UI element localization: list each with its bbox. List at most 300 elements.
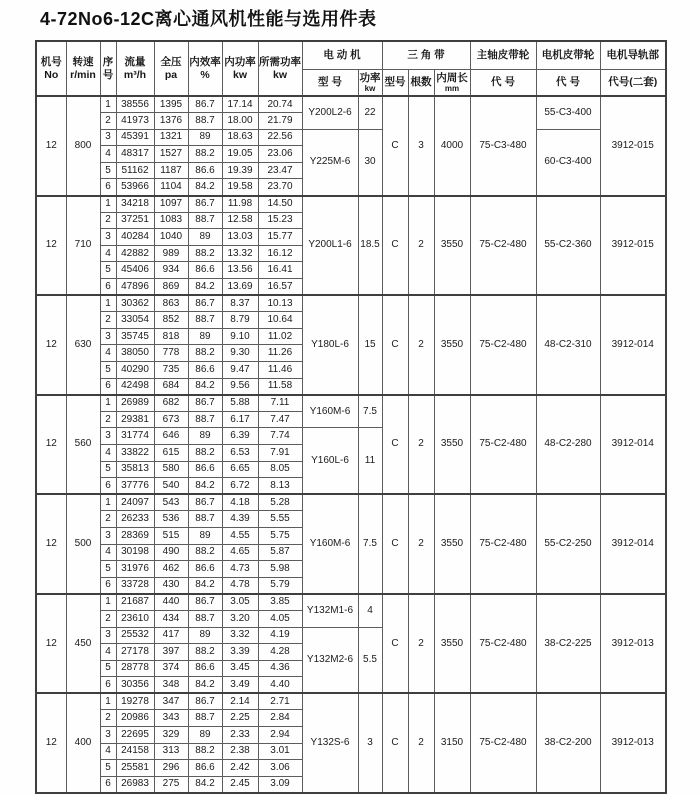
motor-pulley-code: 55-C3-400 bbox=[536, 96, 600, 129]
required-power: 7.47 bbox=[258, 411, 302, 428]
belt-model: C bbox=[382, 693, 408, 793]
speed: 630 bbox=[66, 295, 100, 395]
col-header: 电 动 机 bbox=[302, 41, 382, 69]
efficiency: 88.2 bbox=[188, 345, 222, 362]
internal-power: 4.65 bbox=[222, 544, 258, 561]
pressure: 417 bbox=[154, 627, 188, 644]
motor-model: Y132M1-6 bbox=[302, 594, 358, 627]
pressure: 462 bbox=[154, 561, 188, 578]
col-header: 全压 pa bbox=[154, 41, 188, 96]
pressure: 275 bbox=[154, 776, 188, 793]
table-row bbox=[36, 196, 666, 213]
machine-no: 12 bbox=[36, 494, 66, 594]
speed: 800 bbox=[66, 96, 100, 196]
seq: 6 bbox=[100, 677, 116, 694]
required-power: 3.09 bbox=[258, 776, 302, 793]
efficiency: 86.7 bbox=[188, 494, 222, 511]
table-row bbox=[36, 395, 666, 412]
table-row bbox=[36, 295, 666, 312]
internal-power: 4.73 bbox=[222, 561, 258, 578]
required-power: 16.57 bbox=[258, 279, 302, 296]
flow: 47896 bbox=[116, 279, 154, 296]
internal-power: 5.88 bbox=[222, 395, 258, 412]
motor-power: 22 bbox=[358, 96, 382, 129]
belt-inner-length: 3550 bbox=[434, 295, 470, 395]
required-power: 7.74 bbox=[258, 428, 302, 445]
efficiency: 84.2 bbox=[188, 279, 222, 296]
seq: 3 bbox=[100, 428, 116, 445]
flow: 31976 bbox=[116, 561, 154, 578]
efficiency: 84.2 bbox=[188, 179, 222, 196]
pressure: 1040 bbox=[154, 229, 188, 246]
pressure: 684 bbox=[154, 378, 188, 395]
motor-model: Y160M-6 bbox=[302, 395, 358, 428]
pressure: 515 bbox=[154, 527, 188, 544]
pressure: 1104 bbox=[154, 179, 188, 196]
flow: 37776 bbox=[116, 478, 154, 495]
required-power: 23.06 bbox=[258, 146, 302, 163]
internal-power: 19.39 bbox=[222, 162, 258, 179]
internal-power: 3.32 bbox=[222, 627, 258, 644]
shaft-pulley-code: 75-C2-480 bbox=[470, 693, 536, 793]
pressure: 490 bbox=[154, 544, 188, 561]
motor-rail-code: 3912-015 bbox=[600, 96, 666, 196]
required-power: 2.84 bbox=[258, 710, 302, 727]
required-power: 3.06 bbox=[258, 760, 302, 777]
required-power: 2.71 bbox=[258, 693, 302, 710]
pressure: 735 bbox=[154, 362, 188, 379]
motor-model: Y180L-6 bbox=[302, 295, 358, 395]
machine-no: 12 bbox=[36, 693, 66, 793]
pressure: 1083 bbox=[154, 212, 188, 229]
efficiency: 86.7 bbox=[188, 96, 222, 113]
machine-no: 12 bbox=[36, 196, 66, 296]
seq: 2 bbox=[100, 113, 116, 130]
efficiency: 88.2 bbox=[188, 644, 222, 661]
seq: 5 bbox=[100, 660, 116, 677]
col-header: 主轴皮带轮 bbox=[470, 41, 536, 69]
internal-power: 11.98 bbox=[222, 196, 258, 213]
seq: 4 bbox=[100, 444, 116, 461]
internal-power: 9.56 bbox=[222, 378, 258, 395]
efficiency: 89 bbox=[188, 527, 222, 544]
machine-no: 12 bbox=[36, 594, 66, 694]
motor-rail-code: 3912-014 bbox=[600, 295, 666, 395]
motor-power: 7.5 bbox=[358, 395, 382, 428]
internal-power: 19.58 bbox=[222, 179, 258, 196]
efficiency: 88.7 bbox=[188, 411, 222, 428]
pressure: 673 bbox=[154, 411, 188, 428]
seq: 3 bbox=[100, 129, 116, 146]
efficiency: 86.6 bbox=[188, 162, 222, 179]
pressure: 348 bbox=[154, 677, 188, 694]
pressure: 869 bbox=[154, 279, 188, 296]
flow: 22695 bbox=[116, 727, 154, 744]
belt-count: 2 bbox=[408, 295, 434, 395]
flow: 34218 bbox=[116, 196, 154, 213]
internal-power: 6.72 bbox=[222, 478, 258, 495]
motor-power: 5.5 bbox=[358, 627, 382, 693]
pressure: 682 bbox=[154, 395, 188, 412]
required-power: 22.56 bbox=[258, 129, 302, 146]
table-row bbox=[36, 129, 666, 146]
pressure: 818 bbox=[154, 328, 188, 345]
flow: 28778 bbox=[116, 660, 154, 677]
seq: 6 bbox=[100, 776, 116, 793]
flow: 31774 bbox=[116, 428, 154, 445]
required-power: 5.28 bbox=[258, 494, 302, 511]
pressure: 1097 bbox=[154, 196, 188, 213]
pressure: 1527 bbox=[154, 146, 188, 163]
motor-pulley-code: 48-C2-310 bbox=[536, 295, 600, 395]
required-power: 20.74 bbox=[258, 96, 302, 113]
flow: 21687 bbox=[116, 594, 154, 611]
col-header: 流量 m³/h bbox=[116, 41, 154, 96]
required-power: 21.79 bbox=[258, 113, 302, 130]
required-power: 4.40 bbox=[258, 677, 302, 694]
required-power: 8.13 bbox=[258, 478, 302, 495]
seq: 6 bbox=[100, 179, 116, 196]
col-header: 机号 No bbox=[36, 41, 66, 96]
belt-inner-length: 3550 bbox=[434, 196, 470, 296]
internal-power: 2.45 bbox=[222, 776, 258, 793]
flow: 30356 bbox=[116, 677, 154, 694]
col-header: 代号(二套) bbox=[600, 69, 666, 96]
flow: 35813 bbox=[116, 461, 154, 478]
flow: 45406 bbox=[116, 262, 154, 279]
motor-rail-code: 3912-014 bbox=[600, 494, 666, 594]
pressure: 778 bbox=[154, 345, 188, 362]
internal-power: 3.45 bbox=[222, 660, 258, 677]
col-header: 三 角 带 bbox=[382, 41, 470, 69]
col-header: 内周长 mm bbox=[434, 69, 470, 96]
seq: 5 bbox=[100, 561, 116, 578]
seq: 4 bbox=[100, 544, 116, 561]
flow: 25581 bbox=[116, 760, 154, 777]
table-body bbox=[36, 96, 666, 793]
seq: 5 bbox=[100, 362, 116, 379]
required-power: 16.41 bbox=[258, 262, 302, 279]
col-header: 序 号 bbox=[100, 41, 116, 96]
motor-power: 4 bbox=[358, 594, 382, 627]
flow: 45391 bbox=[116, 129, 154, 146]
required-power: 23.70 bbox=[258, 179, 302, 196]
motor-pulley-code: 38-C2-225 bbox=[536, 594, 600, 694]
internal-power: 3.39 bbox=[222, 644, 258, 661]
belt-inner-length: 3550 bbox=[434, 494, 470, 594]
motor-model: Y160M-6 bbox=[302, 494, 358, 594]
flow: 26983 bbox=[116, 776, 154, 793]
efficiency: 86.6 bbox=[188, 561, 222, 578]
required-power: 23.47 bbox=[258, 162, 302, 179]
belt-model: C bbox=[382, 96, 408, 196]
seq: 1 bbox=[100, 594, 116, 611]
belt-count: 2 bbox=[408, 693, 434, 793]
pressure: 1321 bbox=[154, 129, 188, 146]
required-power: 11.58 bbox=[258, 378, 302, 395]
motor-power: 30 bbox=[358, 129, 382, 195]
internal-power: 13.69 bbox=[222, 279, 258, 296]
internal-power: 6.39 bbox=[222, 428, 258, 445]
efficiency: 84.2 bbox=[188, 677, 222, 694]
flow: 30198 bbox=[116, 544, 154, 561]
flow: 51162 bbox=[116, 162, 154, 179]
belt-count: 2 bbox=[408, 494, 434, 594]
pressure: 347 bbox=[154, 693, 188, 710]
internal-power: 12.58 bbox=[222, 212, 258, 229]
col-header: 代 号 bbox=[470, 69, 536, 96]
flow: 42498 bbox=[116, 378, 154, 395]
flow: 38050 bbox=[116, 345, 154, 362]
required-power: 2.94 bbox=[258, 727, 302, 744]
belt-model: C bbox=[382, 494, 408, 594]
seq: 3 bbox=[100, 627, 116, 644]
motor-rail-code: 3912-013 bbox=[600, 693, 666, 793]
belt-count: 3 bbox=[408, 96, 434, 196]
col-header: 电机皮带轮 bbox=[536, 41, 600, 69]
efficiency: 88.2 bbox=[188, 146, 222, 163]
col-header: 电机导轨部 bbox=[600, 41, 666, 69]
col-header: 代 号 bbox=[536, 69, 600, 96]
efficiency: 84.2 bbox=[188, 577, 222, 594]
efficiency: 86.6 bbox=[188, 760, 222, 777]
efficiency: 86.6 bbox=[188, 461, 222, 478]
motor-pulley-code: 48-C2-280 bbox=[536, 395, 600, 495]
table-row bbox=[36, 96, 666, 113]
pressure: 440 bbox=[154, 594, 188, 611]
efficiency: 89 bbox=[188, 129, 222, 146]
flow: 26989 bbox=[116, 395, 154, 412]
internal-power: 8.79 bbox=[222, 312, 258, 329]
motor-power: 15 bbox=[358, 295, 382, 395]
internal-power: 6.17 bbox=[222, 411, 258, 428]
efficiency: 89 bbox=[188, 428, 222, 445]
flow: 42882 bbox=[116, 245, 154, 262]
col-header: 内功率 kw bbox=[222, 41, 258, 96]
internal-power: 19.05 bbox=[222, 146, 258, 163]
belt-inner-length: 3550 bbox=[434, 594, 470, 694]
seq: 4 bbox=[100, 743, 116, 760]
efficiency: 88.7 bbox=[188, 610, 222, 627]
motor-pulley-code: 55-C2-250 bbox=[536, 494, 600, 594]
shaft-pulley-code: 75-C2-480 bbox=[470, 295, 536, 395]
motor-model: Y160L-6 bbox=[302, 428, 358, 494]
required-power: 11.46 bbox=[258, 362, 302, 379]
motor-pulley-code: 38-C2-200 bbox=[536, 693, 600, 793]
flow: 40284 bbox=[116, 229, 154, 246]
shaft-pulley-code: 75-C3-480 bbox=[470, 96, 536, 196]
seq: 5 bbox=[100, 262, 116, 279]
internal-power: 2.42 bbox=[222, 760, 258, 777]
efficiency: 86.7 bbox=[188, 594, 222, 611]
internal-power: 9.30 bbox=[222, 345, 258, 362]
required-power: 10.13 bbox=[258, 295, 302, 312]
internal-power: 13.56 bbox=[222, 262, 258, 279]
col-header: 功率 kw bbox=[358, 69, 382, 96]
required-power: 4.28 bbox=[258, 644, 302, 661]
seq: 4 bbox=[100, 644, 116, 661]
efficiency: 88.7 bbox=[188, 511, 222, 528]
seq: 6 bbox=[100, 279, 116, 296]
flow: 26233 bbox=[116, 511, 154, 528]
table-header bbox=[36, 41, 666, 96]
internal-power: 4.55 bbox=[222, 527, 258, 544]
seq: 3 bbox=[100, 229, 116, 246]
pressure: 374 bbox=[154, 660, 188, 677]
required-power: 10.64 bbox=[258, 312, 302, 329]
efficiency: 88.2 bbox=[188, 444, 222, 461]
efficiency: 88.7 bbox=[188, 212, 222, 229]
speed: 400 bbox=[66, 693, 100, 793]
seq: 2 bbox=[100, 212, 116, 229]
efficiency: 86.6 bbox=[188, 262, 222, 279]
pressure: 543 bbox=[154, 494, 188, 511]
efficiency: 86.7 bbox=[188, 295, 222, 312]
seq: 1 bbox=[100, 395, 116, 412]
belt-inner-length: 3550 bbox=[434, 395, 470, 495]
required-power: 4.19 bbox=[258, 627, 302, 644]
required-power: 5.55 bbox=[258, 511, 302, 528]
required-power: 16.12 bbox=[258, 245, 302, 262]
flow: 30362 bbox=[116, 295, 154, 312]
seq: 2 bbox=[100, 411, 116, 428]
motor-power: 7.5 bbox=[358, 494, 382, 594]
required-power: 3.85 bbox=[258, 594, 302, 611]
pressure: 1187 bbox=[154, 162, 188, 179]
machine-no: 12 bbox=[36, 96, 66, 196]
internal-power: 2.38 bbox=[222, 743, 258, 760]
belt-model: C bbox=[382, 196, 408, 296]
motor-model: Y132S-6 bbox=[302, 693, 358, 793]
flow: 40290 bbox=[116, 362, 154, 379]
internal-power: 18.63 bbox=[222, 129, 258, 146]
speed: 710 bbox=[66, 196, 100, 296]
internal-power: 3.05 bbox=[222, 594, 258, 611]
flow: 37251 bbox=[116, 212, 154, 229]
required-power: 8.05 bbox=[258, 461, 302, 478]
internal-power: 13.32 bbox=[222, 245, 258, 262]
seq: 3 bbox=[100, 727, 116, 744]
efficiency: 84.2 bbox=[188, 378, 222, 395]
required-power: 7.11 bbox=[258, 395, 302, 412]
belt-count: 2 bbox=[408, 594, 434, 694]
seq: 1 bbox=[100, 96, 116, 113]
belt-inner-length: 4000 bbox=[434, 96, 470, 196]
speed: 560 bbox=[66, 395, 100, 495]
table-row bbox=[36, 594, 666, 611]
belt-model: C bbox=[382, 594, 408, 694]
flow: 23610 bbox=[116, 610, 154, 627]
required-power: 11.02 bbox=[258, 328, 302, 345]
seq: 1 bbox=[100, 693, 116, 710]
seq: 2 bbox=[100, 511, 116, 528]
seq: 2 bbox=[100, 312, 116, 329]
seq: 1 bbox=[100, 196, 116, 213]
pressure: 1395 bbox=[154, 96, 188, 113]
flow: 19278 bbox=[116, 693, 154, 710]
motor-model: Y200L1-6 bbox=[302, 196, 358, 296]
table-row bbox=[36, 693, 666, 710]
flow: 33822 bbox=[116, 444, 154, 461]
efficiency: 88.7 bbox=[188, 710, 222, 727]
efficiency: 88.2 bbox=[188, 544, 222, 561]
pressure: 313 bbox=[154, 743, 188, 760]
speed: 500 bbox=[66, 494, 100, 594]
seq: 6 bbox=[100, 378, 116, 395]
seq: 3 bbox=[100, 328, 116, 345]
seq: 4 bbox=[100, 245, 116, 262]
required-power: 11.26 bbox=[258, 345, 302, 362]
motor-power: 3 bbox=[358, 693, 382, 793]
internal-power: 18.00 bbox=[222, 113, 258, 130]
pressure: 989 bbox=[154, 245, 188, 262]
internal-power: 4.78 bbox=[222, 577, 258, 594]
flow: 27178 bbox=[116, 644, 154, 661]
seq: 6 bbox=[100, 577, 116, 594]
flow: 35745 bbox=[116, 328, 154, 345]
flow: 38556 bbox=[116, 96, 154, 113]
pressure: 343 bbox=[154, 710, 188, 727]
seq: 3 bbox=[100, 527, 116, 544]
pressure: 934 bbox=[154, 262, 188, 279]
machine-no: 12 bbox=[36, 295, 66, 395]
flow: 24097 bbox=[116, 494, 154, 511]
required-power: 5.75 bbox=[258, 527, 302, 544]
required-power: 5.79 bbox=[258, 577, 302, 594]
motor-model: Y200L2-6 bbox=[302, 96, 358, 129]
seq: 1 bbox=[100, 494, 116, 511]
efficiency: 88.2 bbox=[188, 743, 222, 760]
seq: 4 bbox=[100, 345, 116, 362]
flow: 29381 bbox=[116, 411, 154, 428]
flow: 25532 bbox=[116, 627, 154, 644]
required-power: 14.50 bbox=[258, 196, 302, 213]
col-header: 根数 bbox=[408, 69, 434, 96]
seq: 5 bbox=[100, 760, 116, 777]
pressure: 580 bbox=[154, 461, 188, 478]
required-power: 7.91 bbox=[258, 444, 302, 461]
efficiency: 86.7 bbox=[188, 395, 222, 412]
efficiency: 88.7 bbox=[188, 113, 222, 130]
motor-rail-code: 3912-015 bbox=[600, 196, 666, 296]
internal-power: 3.49 bbox=[222, 677, 258, 694]
internal-power: 4.18 bbox=[222, 494, 258, 511]
required-power: 15.23 bbox=[258, 212, 302, 229]
internal-power: 13.03 bbox=[222, 229, 258, 246]
internal-power: 6.53 bbox=[222, 444, 258, 461]
flow: 48317 bbox=[116, 146, 154, 163]
speed: 450 bbox=[66, 594, 100, 694]
seq: 6 bbox=[100, 478, 116, 495]
page-title: 4-72No6-12C离心通风机性能与选用件表 bbox=[40, 9, 377, 29]
efficiency: 84.2 bbox=[188, 478, 222, 495]
pressure: 536 bbox=[154, 511, 188, 528]
pressure: 852 bbox=[154, 312, 188, 329]
flow: 53966 bbox=[116, 179, 154, 196]
motor-model: Y225M-6 bbox=[302, 129, 358, 195]
efficiency: 86.6 bbox=[188, 660, 222, 677]
pressure: 397 bbox=[154, 644, 188, 661]
required-power: 4.05 bbox=[258, 610, 302, 627]
internal-power: 2.33 bbox=[222, 727, 258, 744]
col-header: 型 号 bbox=[302, 69, 358, 96]
internal-power: 4.39 bbox=[222, 511, 258, 528]
belt-inner-length: 3150 bbox=[434, 693, 470, 793]
pressure: 615 bbox=[154, 444, 188, 461]
efficiency: 88.7 bbox=[188, 312, 222, 329]
belt-count: 2 bbox=[408, 395, 434, 495]
seq: 1 bbox=[100, 295, 116, 312]
